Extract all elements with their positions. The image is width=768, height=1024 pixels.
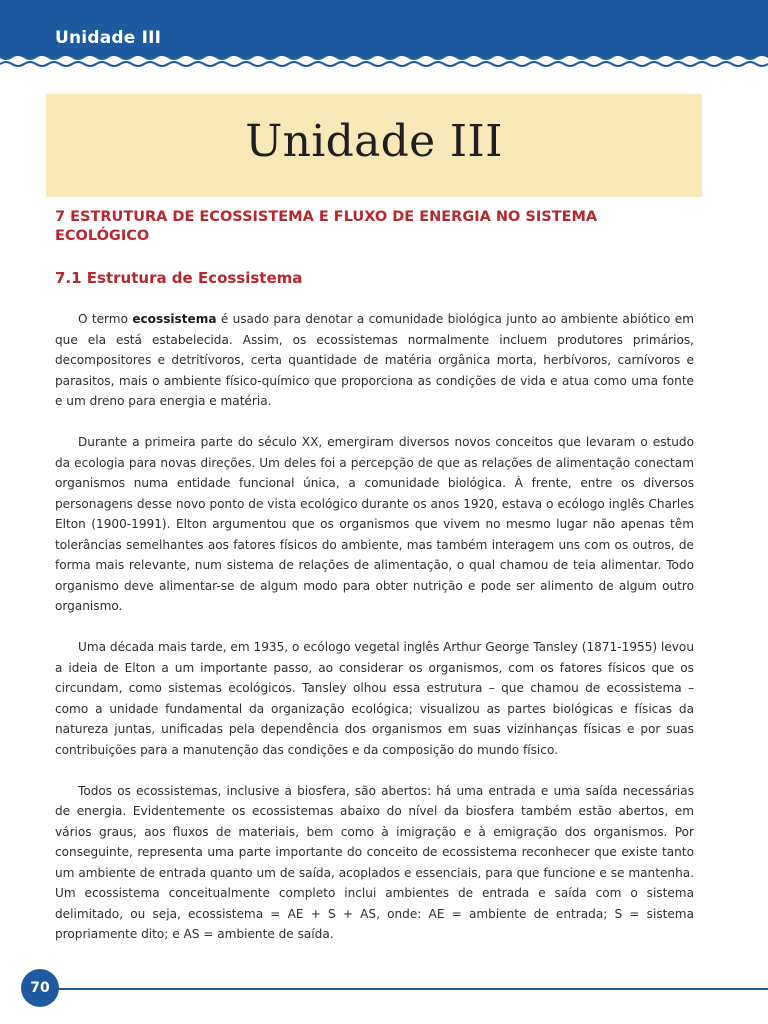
paragraph-1-rest: é usado para denotar a comunidade biológica junto ao ambiente abiótico em que ela está estabelecida. Assim, os ecossistemas normalmente incluem produtores primários, decompositores e detritívoros, certa quantidade de matéria orgânica morta, herbívoros, carnívoros e parasitos, mais o ambiente físico-químico que proporciona as condições de vida e atua como uma fonte e um dreno para energia e matéria.	[55, 312, 694, 408]
paragraph-4: Todos os ecossistemas, inclusive a biosfera, são abertos: há uma entrada e uma saída necessárias de energia. Evidentemente os ecossistemas abaixo do nível da biosfera também estão abertos, em vários graus, aos fluxos de materiais, bem como à imigração e à emigração dos organismos. Por conseguinte, representa uma parte importante do conceito de ecossistema reconhecer que existe tanto um ambiente de entrada quanto um de saída, acoplados e essenciais, para que funcione e se mantenha. Um ecossistema conceitualmente completo inclui ambientes de entrada e saída com o sistema delimitado, ou seja, ecossistema = AE + S + AS, onde: AE = ambiente de entrada; S = sistema propriamente dito; e AS = ambiente de saída.	[55, 783, 694, 941]
unit-title: Unidade III	[245, 116, 503, 167]
paragraph-2: Durante a primeira parte do século XX, emergiram diversos novos conceitos que levaram o estudo da ecologia para novas direções. Um deles foi a percepção de que as relações de alimentação conectam organismos numa entidade funcional única, a comunidade biológica. À frente, entre os diversos personagens desse novo ponto de vista ecológico durante os anos 1920, estava o ecólogo inglês Charles Elton (1900-1991). Elton argumentou que os organismos que vivem no mesmo lugar não apenas têm tolerâncias semelhantes aos fatores físicos do ambiente, mas também interagem uns com os outros, de forma mais relevante, num sistema de relações de alimentação, o qual chamou de teia alimentar. Todo organismo deve alimentar-se de algum modo para obter nutrição e pode ser alimento de algum outro organismo.	[55, 435, 694, 613]
footer-rule	[40, 988, 768, 990]
running-head: Unidade III	[55, 28, 162, 48]
header-band	[0, 0, 768, 68]
paragraph-1-start: O termo	[78, 312, 133, 326]
paragraph-1	[55, 309, 694, 412]
page-number-badge: 70	[21, 969, 59, 1007]
chapter-heading-line1: 7 ESTRUTURA DE ECOSSISTEMA E FLUXO DE ENERGIA NO SISTEMA	[55, 209, 598, 225]
term-ecossistema: ecossistema	[132, 312, 217, 326]
chapter-heading-line2: ECOLÓGICO	[55, 228, 150, 244]
paragraph-3: Uma década mais tarde, em 1935, o ecólogo vegetal inglês Arthur George Tansley (1871-1955) levou a ideia de Elton a um importante passo, ao considerar os organismos, com os fatores físicos que os circundam, como sistemas ecológicos. Tansley olhou essa estrutura – que chamou de ecossistema – como a unidade fundamental da organização ecológica; visualizou as partes biológicas e físicas da natureza juntas, unificadas pela dependência dos organismos em suas vizinhanças físicas e por suas contribuições para a manutenção das condições e da composição do mundo físico.	[55, 640, 694, 757]
section-heading: 7.1 Estrutura de Ecossistema	[55, 269, 303, 287]
unit-title-panel	[46, 94, 702, 197]
chapter-heading	[55, 208, 655, 246]
body-text	[55, 309, 694, 965]
